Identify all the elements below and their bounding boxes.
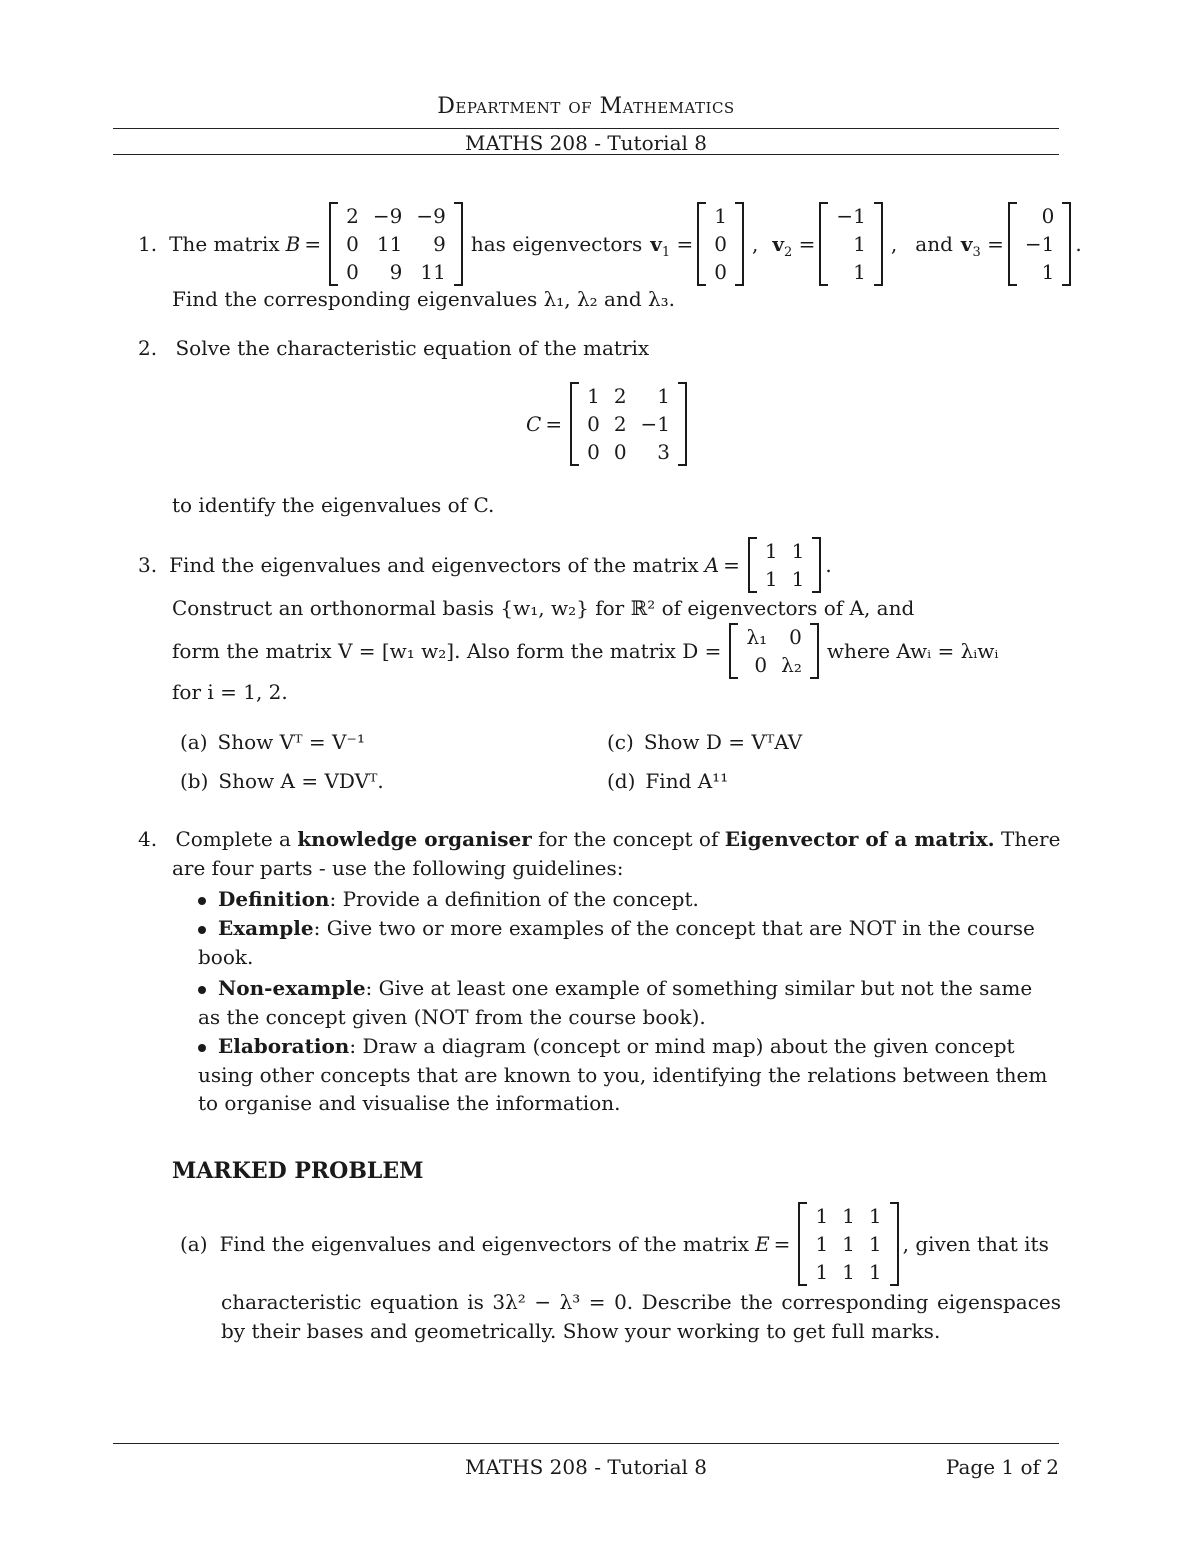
part-text: Find A¹¹	[645, 769, 729, 793]
course-title: MATHS 208 - Tutorial 8	[465, 131, 707, 155]
matrix-cell: 0	[789, 625, 802, 649]
matrix-cell: 2	[613, 412, 627, 436]
equals-sign: =	[723, 553, 740, 577]
matrix-d	[729, 623, 818, 679]
header-rule-top	[113, 128, 1059, 129]
matrix-cell: 0	[1041, 204, 1055, 228]
matrix-cell: 11	[376, 232, 403, 256]
q4-bullet-non-example	[198, 974, 1060, 1031]
matrix-cell: 1	[868, 1232, 882, 1256]
matrix-cell: 1	[1041, 260, 1055, 284]
question-number: 2.	[138, 336, 158, 360]
q1-lead: The matrix	[169, 232, 280, 256]
matrix-cell: 3	[657, 440, 671, 464]
matrix-cell: 0	[613, 440, 627, 464]
question-3	[138, 532, 832, 598]
matrix-cell: 1	[842, 1204, 855, 1228]
matrix-cell: 1	[853, 232, 866, 256]
q4-intro-e: There	[1001, 827, 1061, 851]
q4-bullet-elaboration	[198, 1032, 1060, 1118]
matrix-cell: 9	[389, 260, 403, 284]
matrix-cell: 1	[764, 539, 778, 563]
matrix-cell: 0	[587, 440, 600, 464]
q4-intro-a: Complete a	[175, 827, 291, 851]
bullet-text: : Provide a definition of the concept.	[329, 887, 699, 911]
q4-intro2: are four parts - use the following guidelines:	[172, 856, 624, 880]
q3-line4: for i = 1, 2.	[172, 680, 288, 704]
matrix-cell: 2	[613, 384, 627, 408]
matrix-cell: 1	[868, 1204, 882, 1228]
header-rule-bottom	[113, 154, 1059, 155]
matrix-cell: −9	[416, 204, 446, 228]
bullet-icon	[198, 897, 206, 905]
part-label: (c)	[607, 730, 634, 754]
question-1	[138, 196, 1082, 292]
matrix-cell: λ₂	[781, 653, 802, 677]
period: .	[825, 553, 832, 577]
matrix-cell: 0	[714, 232, 728, 256]
matrix-cell: 1	[791, 539, 805, 563]
part-text: Show Vᵀ = V⁻¹	[217, 730, 365, 754]
matrix-cell: 0	[587, 412, 600, 436]
bullet-text: : Give two or more examples of the concept that are NOT in the course book.	[198, 916, 1035, 969]
part-label: (d)	[607, 769, 636, 793]
q3-part-d	[607, 769, 728, 793]
bullet-icon	[198, 986, 206, 994]
matrix-cell: 1	[868, 1260, 882, 1284]
period: .	[1075, 232, 1082, 256]
q2-after-text: to identify the eigenvalues of C.	[172, 493, 495, 517]
matrix-cell: 9	[433, 232, 446, 256]
matrix-cell: 1	[791, 567, 805, 591]
matrix-b-name: B	[285, 232, 301, 256]
matrix-cell: −9	[372, 204, 403, 228]
question-number: 1.	[138, 232, 158, 256]
q1-has-eigenvectors: has eigenvectors	[470, 232, 643, 256]
equals-sign: =	[773, 1232, 791, 1256]
question-number: 3.	[138, 553, 158, 577]
q1-find-text: Find the corresponding eigenvalues λ₁, λ₂ and λ₃.	[172, 287, 676, 311]
part-label: (a)	[180, 1232, 208, 1256]
matrix-a-name: A	[704, 553, 720, 577]
part-label: (b)	[180, 769, 209, 793]
bullet-term: Elaboration	[218, 1034, 350, 1058]
matrix-cell: −1	[640, 412, 671, 436]
part-label: (a)	[180, 730, 208, 754]
matrix-cell: 0	[346, 232, 359, 256]
q4-intro-b: knowledge organiser	[297, 827, 532, 851]
bullet-term: Example	[218, 916, 314, 940]
q3-line3	[172, 620, 998, 682]
vector-v2	[819, 202, 882, 286]
matrix-c	[570, 382, 687, 466]
matrix-e-name: E	[755, 1232, 770, 1256]
matrix-cell: 1	[815, 1260, 829, 1284]
matrix-cell: 1	[842, 1232, 855, 1256]
vector-v3	[1008, 202, 1071, 286]
bullet-term: Definition	[218, 887, 330, 911]
q3-part-c	[607, 730, 802, 754]
marked-after: , given that its	[902, 1232, 1049, 1256]
part-text: Show D = VᵀAV	[643, 730, 803, 754]
bullet-text: : Draw a diagram (concept or mind map) about the given concept using other concepts that are known to you, identifying the relations between them to organise and visualise the information.	[198, 1034, 1048, 1115]
matrix-cell: 1	[815, 1204, 829, 1228]
q3-lead: Find the eigenvalues and eigenvectors of the matrix	[169, 553, 699, 577]
q3-line3a: form the matrix V = [w₁ w₂]. Also form the matrix D =	[172, 639, 722, 663]
q4-intro-d: Eigenvector of a matrix.	[724, 827, 995, 851]
marked-problem-a	[180, 1196, 1049, 1292]
vector-v1	[697, 202, 744, 286]
marked-lead: Find the eigenvalues and eigenvectors of the matrix	[219, 1232, 750, 1256]
part-text: Show A = VDVᵀ.	[218, 769, 384, 793]
matrix-b	[329, 202, 463, 286]
question-2	[138, 336, 649, 360]
footer-course: MATHS 208 - Tutorial 8	[465, 1455, 707, 1479]
v2-label: $v_2$ =	[772, 232, 816, 260]
marked-problem-heading: MARKED PROBLEM	[172, 1158, 424, 1184]
matrix-cell: 1	[714, 204, 728, 228]
matrix-cell: 1	[657, 384, 671, 408]
footer-rule	[113, 1443, 1059, 1444]
matrix-cell: 1	[853, 260, 866, 284]
matrix-cell: 2	[346, 204, 359, 228]
and-word: and	[915, 232, 953, 256]
q4-intro-c: for the concept of	[538, 827, 719, 851]
matrix-cell: λ₁	[746, 625, 768, 649]
matrix-cell: 1	[587, 384, 600, 408]
matrix-cell: 0	[714, 260, 728, 284]
page-number: Page 1 of 2	[945, 1455, 1059, 1479]
q3-line2: Construct an orthonormal basis {w₁, w₂} for ℝ² of eigenvectors of A, and	[172, 596, 915, 620]
q3-line3b: where Awᵢ = λᵢwᵢ	[826, 639, 999, 663]
bullet-text: : Give at least one example of something similar but not the same as the concept given (NOT from the course book).	[198, 976, 1033, 1029]
matrix-e	[798, 1202, 898, 1286]
equals-sign: =	[545, 412, 563, 436]
matrix-cell: 11	[420, 260, 446, 284]
bullet-icon	[198, 1044, 206, 1052]
matrix-cell: 1	[815, 1232, 829, 1256]
comma: ,	[890, 232, 898, 256]
marked-problem-rest: characteristic equation is 3λ² − λ³ = 0. Describe the corresponding eigenspaces by their bases and geometrically. Show your working to get full marks.	[221, 1290, 1061, 1343]
v3-label: $v_3$ =	[960, 232, 1004, 260]
department-title: Department of Mathematics	[437, 94, 735, 119]
matrix-cell: 1	[764, 567, 778, 591]
bullet-icon	[198, 926, 206, 934]
matrix-cell: 0	[754, 653, 768, 677]
matrix-c-block	[526, 382, 691, 466]
matrix-cell: −1	[836, 204, 866, 228]
matrix-cell: −1	[1024, 232, 1055, 256]
bullet-term: Non-example	[218, 976, 366, 1000]
v1-label: $v_1$ =	[650, 232, 694, 260]
equals-sign: =	[304, 232, 322, 256]
matrix-cell: 0	[346, 260, 359, 284]
matrix-c-name: C	[526, 412, 542, 436]
q4-bullet-definition	[198, 885, 1060, 914]
q3-part-b	[180, 769, 384, 793]
matrix-a	[748, 537, 821, 593]
question-4	[138, 827, 1060, 851]
question-number: 4.	[138, 827, 158, 851]
q2-text: Solve the characteristic equation of the matrix	[175, 336, 650, 360]
q3-part-a	[180, 730, 365, 754]
comma: ,	[752, 232, 759, 256]
q4-bullet-example	[198, 914, 1060, 971]
matrix-cell: 1	[842, 1260, 855, 1284]
